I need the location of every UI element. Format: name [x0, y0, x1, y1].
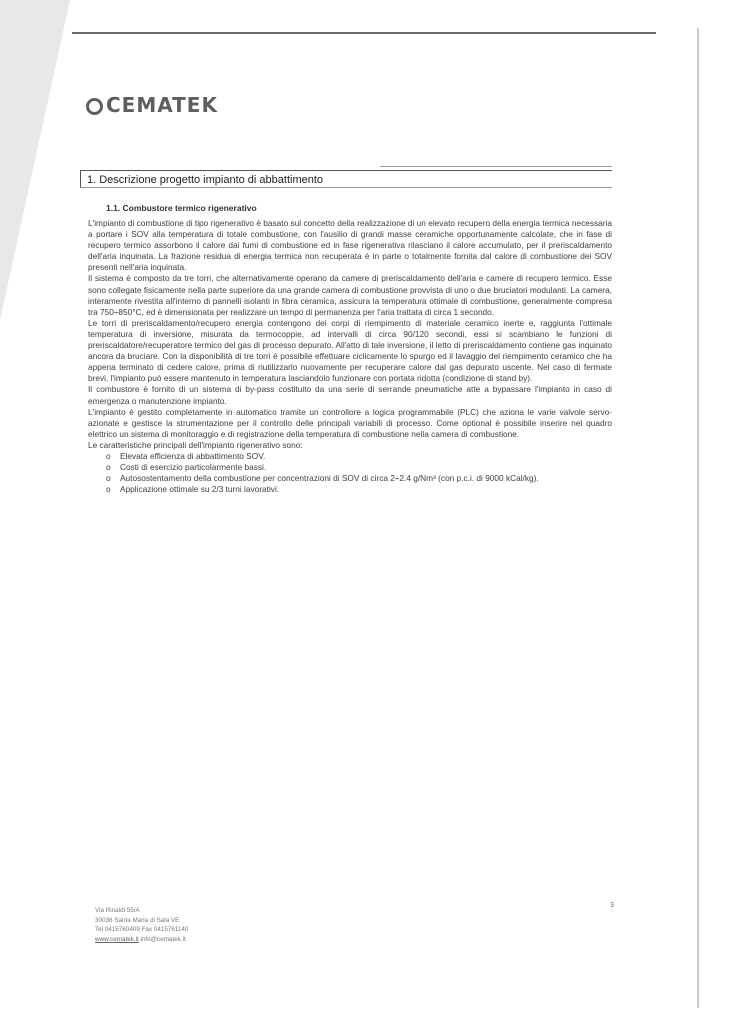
- footer-address: [95, 906, 188, 944]
- list-item: o Costi di esercizio particolarmente bassi.: [88, 462, 612, 473]
- footer-phone-fax: Tel 0415760409 Fax 0415761140: [95, 926, 189, 934]
- logo-text: CEMATEK: [106, 93, 218, 117]
- paragraph: L'impianto di combustione di tipo rigenerativo è basato sul concetto della realizzazione di un elevato recupero della energia termica necessaria a portare i SOV alla temperatura di totale combustione, con l'ausilio di grandi masse ceramiche opportunamente calcolate, che in fase di recupero termico assorbono il calore dai fumi di combustione ed in fase rigenerativa rilasciano il calore accumulato, per il preriscaldamento dell'aria inquinata. La frazione residua di energia termica non recuperata è in parte o totalmente fornita dal calore di combustione dei SOV presenti nell'aria inquinata.: [88, 218, 612, 273]
- subsection-heading: 1.1. Combustore termico rigenerativo: [106, 203, 257, 213]
- list-item: o Autosostentamento della combustione per concentrazioni di SOV di circa 2÷2.4 g/Nm³ (con p.c.i. di 9000 kCal/kg).: [88, 473, 612, 484]
- feature-list: [88, 451, 612, 495]
- company-logo: [86, 93, 218, 117]
- email-link[interactable]: info@cematek.it: [140, 935, 186, 943]
- paragraph: Il sistema è composto da tre torri, che alternativamente operano da camere di preriscaldamento dell'aria e camere di recupero termico. Esse sono collegate fisicamente nella parte superiore da una grande camera di combustione provvista di uno o due bruciatori modulanti. La camera, interamente rivestita all'interno di pannelli isolanti in fibra ceramica, assicura la temperatura ottimale di combustione, generalmente compresa tra 750÷850°C, ed è dimensionata per realizzare un tempo di permanenza per l'aria trattata di circa 1 secondo.: [88, 273, 612, 317]
- paragraph: Il combustore è fornito di un sistema di by-pass costituito da una serie di serrande pneumatiche atte a bypassare l'impianto in caso di emergenza o manutenzione impianto.: [88, 384, 612, 406]
- page-edge: [697, 28, 699, 1008]
- footer-city: 30036 Santa Maria di Sala VE: [95, 916, 180, 924]
- header-rule: [72, 32, 656, 34]
- section-rule: [380, 166, 612, 167]
- paragraph: Le torri di preriscaldamento/recupero energia contengono dei corpi di riempimento di materiale ceramico inerte e, raggiunta l'ottimale temperatura di inversione, misurata da termocoppie, ad intervalli di circa 90/120 secondi, essi si scambiano le funzioni di preriscaldatore/recuperatore termico del gas di processo depurato. All'atto di tale inversione, il letto di preriscaldamento contiene gas inquinato ancora da bruciare. Con la disponibilità di tre torri è possibile effettuare ciclicamente lo spurgo ed il lavaggio del riempimento ceramico che ha appena terminato di cedere calore, prima di riutilizzarlo nuovamente per recuperare calore dal gas depurato uscente. Nel caso di fermate brevi, l'impianto può essere mantenuto in temperatura lasciandolo funzionare con portata ridotta (condizione di stand by).: [88, 317, 612, 384]
- paragraph: Le caratteristiche principali dell'impianto rigenerativo sono:: [88, 439, 303, 450]
- logo-icon: [86, 98, 103, 115]
- footer-contacts: [95, 935, 188, 945]
- body-text: [88, 218, 612, 495]
- page-number: 3: [610, 902, 614, 909]
- section-heading: 1. Descrizione progetto impianto di abbattimento: [80, 170, 612, 188]
- paragraph: L'impianto è gestito completamente in automatico tramite un controllore a logica programmabile (PLC) che aziona le varie valvole servo-azionate e gestisce la strumentazione per il controllo delle principali variabili di processo. Come optional è possibile inserire nel quadro elettrico un sistema di monitoraggio e di registrazione della temperatura di combustione nella camera di combustione.: [88, 406, 612, 439]
- list-item: o Elevata efficienza di abbattimento SOV.: [88, 451, 612, 462]
- footer-street: Via Rinaldi 55/A: [95, 907, 140, 914]
- scan-shadow: [0, 0, 70, 320]
- website-link[interactable]: www.cematek.it: [95, 935, 139, 943]
- list-item: o Applicazione ottimale su 2/3 turni lavorativi.: [88, 484, 612, 495]
